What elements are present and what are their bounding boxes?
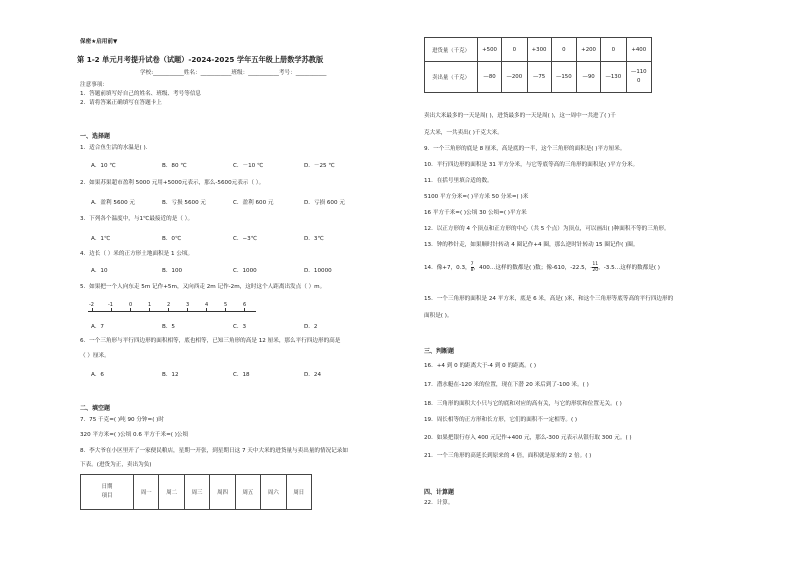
- tick-label: 5: [224, 302, 228, 308]
- tick-label: 0: [129, 302, 133, 308]
- note-item: 2．请将答案正确填写在答题卡上: [80, 100, 162, 106]
- question-19: 19．周长相等的正方形和长方形，它们的面积不一定相等。( ): [424, 417, 578, 423]
- question-3: 3．下列各个温度中，与1℃最接近的是（ ）。: [80, 216, 194, 222]
- table-cell: +200: [577, 38, 601, 62]
- option-d[interactable]: D．－25 ℃: [304, 163, 335, 169]
- option-c[interactable]: C．盈利 600 元: [233, 200, 274, 206]
- question-10: 10．平行四边形的面积是 31 平方分米，与它等底等高的三角形的面积是( )平方分米。: [424, 162, 639, 168]
- question-14: 14．像+7，0.3， $\frac{7}{8}$ ，400…这样的数都是( )数；像-610，-22.5，- $\frac{11}{20}$ ，-3.5…这样的数都是( ): [424, 262, 660, 273]
- option-c[interactable]: C．−3℃: [233, 236, 258, 242]
- question-4: 4．边长（ ）米的正方形土地面积是 1 公顷。: [80, 251, 194, 257]
- table-cell: +400: [626, 38, 651, 62]
- tick-label: 2: [167, 302, 171, 308]
- question-21: 21．一个三角形的高延长到原来的 4 倍，面积就是原来的 2 倍。( ): [424, 453, 592, 459]
- table-cell: +500: [478, 38, 502, 62]
- table-cell: —130: [601, 62, 626, 93]
- section-title-fill: 二、填空题: [80, 405, 111, 412]
- table-day-header: 周日: [286, 475, 311, 510]
- option-b[interactable]: B．12: [162, 372, 179, 378]
- question-5: 5．如果把一个人向东走 5m 记作+5m，又向西走 2m 记作-2m，这时这个人距离出发点（ ）m。: [80, 284, 326, 290]
- option-a[interactable]: A．10: [91, 268, 108, 274]
- question-8-answer: 卖出大米最多的一天是周( )，进货最多的一天是周( )，这一周中一共进了( )千: [424, 113, 616, 119]
- option-b[interactable]: B．5: [162, 324, 175, 330]
- question-15-cont: 面积是( )。: [424, 313, 453, 319]
- option-d[interactable]: D．2: [304, 324, 318, 330]
- question-22: 22．计算。: [424, 500, 454, 506]
- tick-label: -2: [89, 302, 94, 308]
- question-8-cont: 下表。(进货为正，卖出为负): [80, 462, 152, 468]
- option-a[interactable]: A．6: [91, 372, 104, 378]
- table-cell: 0: [502, 38, 527, 62]
- option-c[interactable]: C．3: [233, 324, 247, 330]
- option-b[interactable]: B．0℃: [162, 236, 182, 242]
- option-b[interactable]: B．亏损 5600 元: [162, 200, 207, 206]
- question-7-cont: 320 平方米=( )公顷 0.6 平方千米=( )公顷: [80, 432, 189, 438]
- question-6: 6．一个三角形与平行四边形的面积相等，底也相等，已知三角形的高是 12 厘米，那么平行四边形的高是: [80, 338, 341, 344]
- option-d[interactable]: D．10000: [304, 268, 332, 274]
- tick-label: 6: [243, 302, 247, 308]
- table-cell: —200: [502, 62, 527, 93]
- fraction: $\frac{7}{8}$: [470, 262, 474, 273]
- table-cell: +300: [527, 38, 551, 62]
- notes-label: 注意事项：: [80, 82, 108, 88]
- question-2: 2．如果苏果超市盈利 5000 元用+5000元表示，那么-5600元表示（ ）。: [80, 180, 265, 186]
- question-17: 17．潜水艇在-120 米的位置，现在下潜 20 米后到了-100 米。( ): [424, 382, 589, 388]
- tick-label: 4: [205, 302, 209, 308]
- table-day-header: 周五: [235, 475, 260, 510]
- option-a[interactable]: A．10 ℃: [91, 163, 116, 169]
- secret-mark: 保密★启用前▼: [80, 39, 118, 45]
- note-item: 1．答题前填写好自己的姓名、班级、考号等信息: [80, 91, 202, 97]
- grain-table-data: [424, 37, 652, 93]
- grain-table-header: [80, 474, 312, 510]
- section-title-calc: 四、计算题: [424, 489, 455, 496]
- fraction: $\frac{11}{20}$: [592, 262, 599, 273]
- table-corner: 日期 项目: [81, 475, 134, 510]
- question-15: 15．一个三角形的面积是 24 平方米，底是 6 米，高是( )米，和这个三角形等底等高的平行四边形的: [424, 296, 674, 302]
- table-day-header: 周四: [210, 475, 235, 510]
- tick-label: 3: [186, 302, 190, 308]
- question-11-b: 16 平方千米=( )公顷 30 公顷=( )平方米: [424, 210, 527, 216]
- question-8: 8．李大爷在小区里开了一家便民粮店，星期一开张，到星期日这 7 天中大米的进货量与卖出量的情况记录如: [80, 448, 348, 454]
- option-b[interactable]: B．100: [162, 268, 183, 274]
- section-title-choice: 一、选择题: [80, 133, 111, 140]
- tick-label: -1: [108, 302, 113, 308]
- option-c[interactable]: C．－10 ℃: [233, 163, 264, 169]
- table-cell: 0: [551, 38, 576, 62]
- option-b[interactable]: B．80 ℃: [162, 163, 187, 169]
- question-6-cont: （ ）厘米。: [80, 353, 110, 359]
- student-info-fields: 学校:___________姓名：___________班级：___________考号：___________: [140, 70, 327, 76]
- page-title: 第 1-2 单元月考提升试卷（试题）-2024-2025 学年五年级上册数学苏教版: [77, 55, 324, 64]
- section-title-judge: 三、判断题: [424, 348, 455, 355]
- question-13: 13．钟的秒针走，如果顺时针转动 4 圈记作+4 圈，那么逆时针转动 15 圈记作( )圈。: [424, 242, 639, 248]
- question-7: 7．75 千克=( )吨 90 分钟=( )时: [80, 417, 164, 423]
- table-row-label: 卖出量（千克）: [425, 62, 478, 93]
- question-1: 1．适合鱼生活的水温是( ).: [80, 145, 148, 151]
- table-cell: —75: [527, 62, 551, 93]
- question-12: 12．以正方形的 4 个顶点和正方形的中心（共 5 个点）为顶点，可以画出( )种面积不等的三角形。: [424, 226, 670, 232]
- question-16: 16．+4 到 0 的距离大于-4 到 0 的距离。( ): [424, 363, 536, 369]
- option-a[interactable]: A．盈利 5600 元: [91, 200, 135, 206]
- question-11-a: 5100 平方分米=( )平方米 50 分米=( )米: [424, 194, 529, 200]
- table-cell: —110 0: [626, 62, 651, 93]
- question-11: 11．在括号里填合适的数。: [424, 178, 493, 184]
- table-day-header: 周一: [134, 475, 159, 510]
- question-8-answer-cont: 克大米，一共卖出( )千克大米。: [424, 130, 503, 136]
- option-c[interactable]: C．18: [233, 372, 250, 378]
- option-d[interactable]: D．24: [304, 372, 322, 378]
- option-d[interactable]: D．亏损 600 元: [304, 200, 345, 206]
- option-a[interactable]: A．1℃: [91, 236, 111, 242]
- tick-label: 1: [148, 302, 152, 308]
- table-day-header: 周三: [184, 475, 209, 510]
- table-cell: —150: [551, 62, 576, 93]
- option-a[interactable]: A．7: [91, 324, 104, 330]
- table-day-header: 周二: [159, 475, 184, 510]
- question-20: 20．如果把银行存入 400 元记作+400 元，那么-300 元表示从银行取 300 元。( ): [424, 435, 632, 441]
- table-row-label: 进货量（千克）: [425, 38, 478, 62]
- table-cell: —90: [577, 62, 601, 93]
- option-c[interactable]: C．1000: [233, 268, 257, 274]
- table-cell: 0: [601, 38, 626, 62]
- table-day-header: 周六: [261, 475, 286, 510]
- question-18: 18．三角形的面积大小只与它的底和对应的高有关，与它的形状和位置无关。( ): [424, 401, 622, 407]
- question-9: 9．一个三角形的底是 8 厘米，高是底的一半，这个三角形的面积是( )平方厘米。: [424, 146, 626, 152]
- table-cell: —80: [478, 62, 502, 93]
- option-d[interactable]: D．3℃: [304, 236, 324, 242]
